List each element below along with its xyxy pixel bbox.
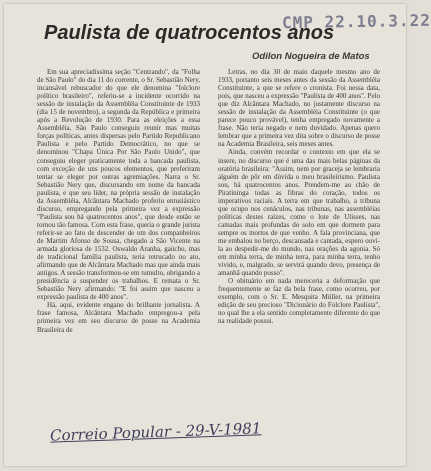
paragraph: Há, aqui, evidente engano do brilhante jornalista. A frase famosa, Alcântara Machado empregou-a pela primeira vez em seu discurso de posse na Academia Brasileira de <box>37 301 200 334</box>
article-byline: Odilon Nogueira de Matos <box>252 51 370 62</box>
handwritten-source-signature: Correio Popular - 29-V-1981 <box>49 419 262 445</box>
article-title: Paulista de quatrocentos anos <box>44 22 335 44</box>
article-column-right <box>218 68 380 425</box>
paragraph: Ainda, convém recordar o contexto em que ela se insere, no discurso que é uma das mais belas páginas da oratória brasileira: "Assim, nem por graceja se lembraria alguém de pôr em dúvida o meu brasileirismo. Paulista sou, há quatrocentos anos. Prendem-me ao chão de Piratininga todas as fibras do coração, todos os imperativos raciais. A terra em que trabalho, a tribuna que ocupo nos cenáculos, nas tribunas, nas assembléias políticas destes raízes, como o lote de Ulisses, nas camadas mais profundas do solo em que dormem para sempre os mortos de que venho. A fala provinciana, que me embalou no berço, descansada e cantada, espero ouvi-la ao despedir-me do mundo, nas orações da agonia. Só em minha terra, de minha terra, para minha terra, tenho vivido, e, malgrado, se servirá quando devo, presença de amanhã quando posso". <box>218 148 380 278</box>
handwritten-reference-code: CMP 22.10.3.22 <box>281 10 431 33</box>
paragraph: Letras, no dia 30 de maio daquele mesmo ano de 1933, portanto seis meses antes da sessão da Assembléia Constituinte, a que se refere o cronista. Foi nessa data, pois, que nasceu a expressão "Paulista de 400 anos". Pelo que diz Alcântara Machado, no justamente discurso na sessão de instalação da Assembléia Constituinte (o que parece pouco provável), tenha empregado novamente a frase. Não teria negado e nem duvidado. Apenas quero lembrar que a primeira vez dita sobre o discurso de posse na Academia Brasileira, seis meses antes. <box>218 68 380 149</box>
article-column-left <box>37 68 200 425</box>
paragraph: O obituário em nada mereceria a deformação que frequentemente se faz da bela frase, como ocorreu, por exemplo, com o Sr. E. Mesquita Müller, na primeira edição de seu precioso "Dicionário do Folclore Paulista", no qual lhe a ela sentido completamente diferente do que na realidade possui. <box>218 277 380 326</box>
paragraph: Em sua apreciadíssima seção "Centrando", da "Folha de São Paulo" do dia 11 do corrente, o Sr. Sebastião Nery, incansável rebuscador do que ele denomina "folclore político brasileiro", referiu-se a incidente ocorrido na sessão de instalação da Assembléia Constituinte de 1933 (dia 15 de novembro), a segunda da República e primeira após a Revolução de 1930. Para as eleições a essa Assembléia, São Paulo conseguiu reunir mas muitas forças políticas, antes dispersas pelo Partido Republicano Paulista e pelo Partido Democrático, no que se denominou "Chapa Única Por São Paulo Unido", que conseguiu eleger praticamente toda a bancada paulista, com exceção de uns poucos elementos, que preferiram tentar se eleger por outras agremiações. Narra o Sr. Sebastião Nery que, discursando em nome da bancada paulista, e que seu líder, na própria sessão de instalação da Assembléia, Alcântara Machado proferiu entusiástico discurso, empregando pela primeira vez a expressão "Paulista sou há quatrocentos anos", que desde então se tornou tão famosa. Com esta frase, queria o grande jurista referir-se ao fato de descender de um dos companheiros de Martim Afonso de Sousa, chegado a São Vicente na armada gloriosa de 1532. Oswaldo Aranha, gaúcho, mas de tradicional família paulista, teria retrucado no ato, afirmando que de Alcântara Machado mas que ainda mais antigos. A sessão transformou-se em tumulto, obrigando a presidência a suspender os trabalhos. E remata o Sr. Sebastião Nery afirmando: "E foi assim que nasceu a expressão paulista de 400 anos". <box>37 68 200 302</box>
newspaper-clipping <box>4 4 431 466</box>
